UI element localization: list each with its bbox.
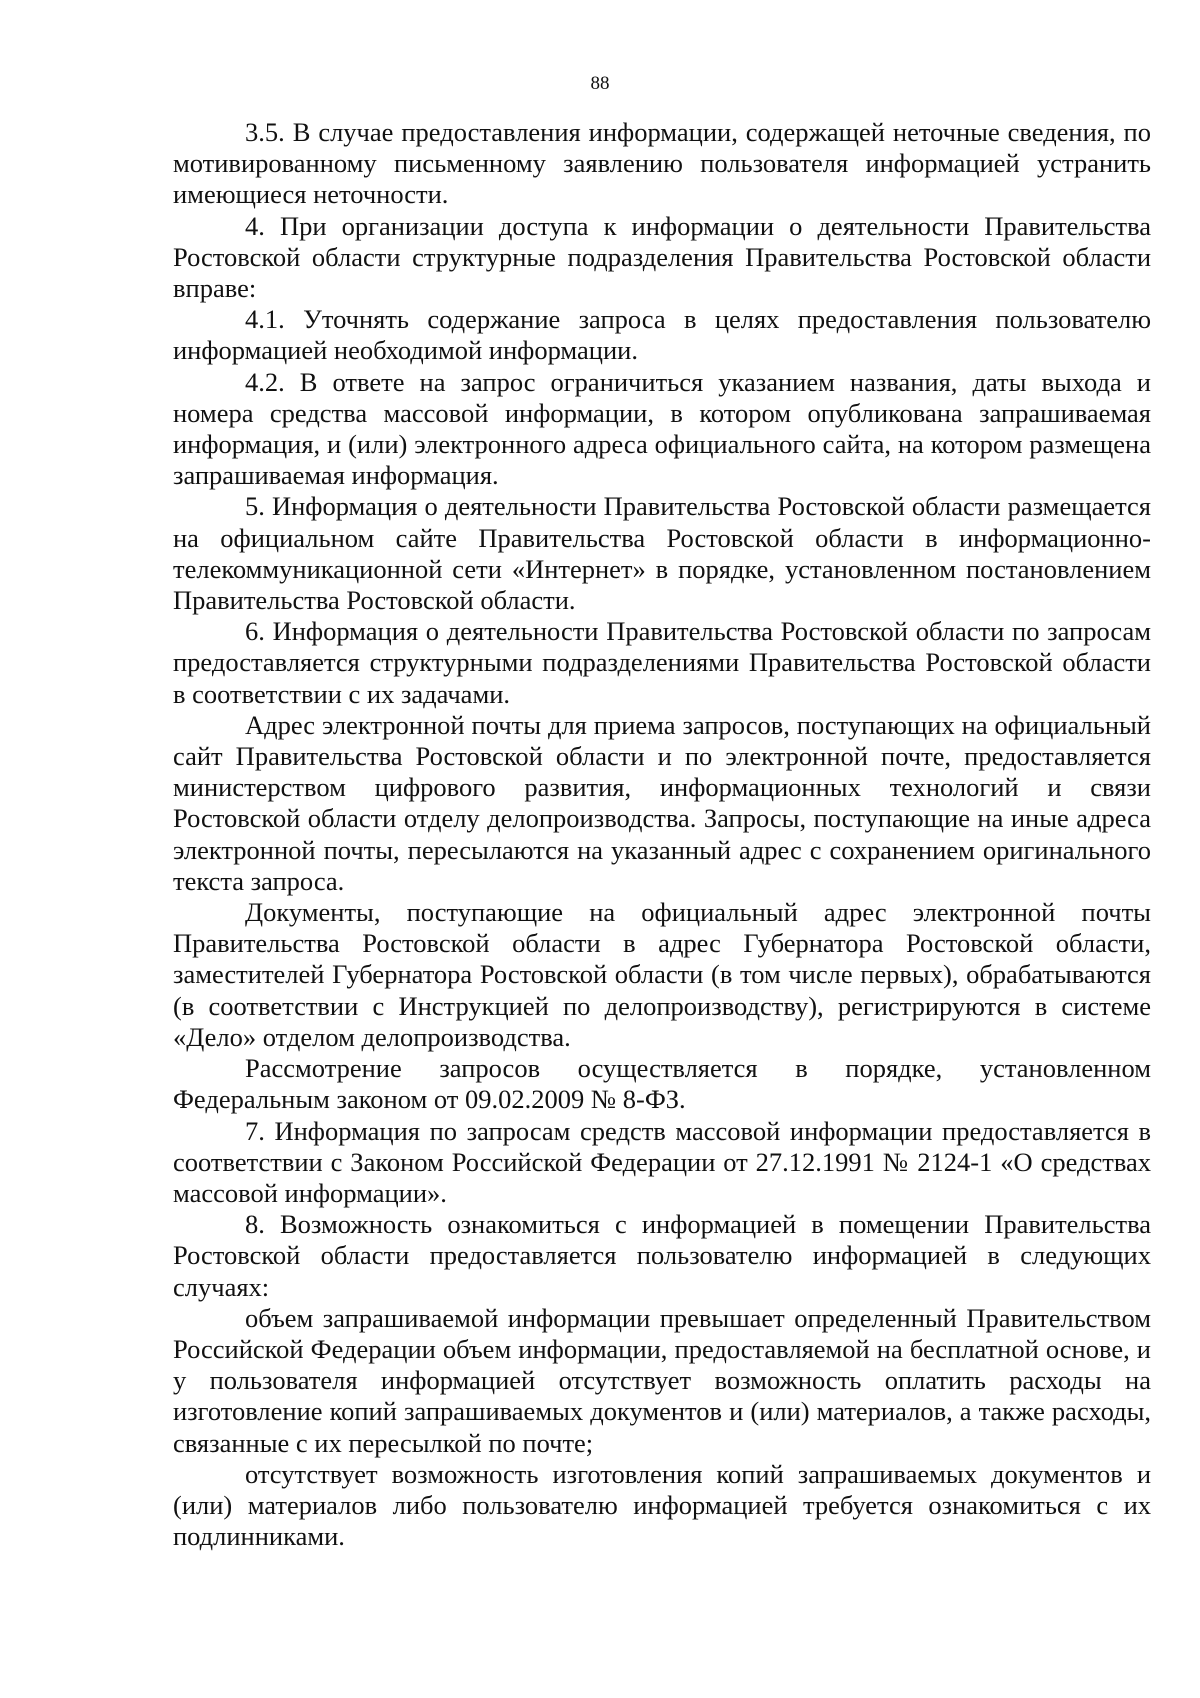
page-number: 88	[590, 73, 610, 94]
paragraph-case-originals: отсутствует возможность изготовления копий запрашиваемых документов и (или) материалов либо пользователю информацией требуется ознакомиться с их подлинниками.	[173, 1458, 1151, 1552]
paragraph-review: Рассмотрение запросов осуществляется в порядке, установленном Федеральным законом от 09.02.2009 № 8-ФЗ.	[173, 1053, 1151, 1115]
paragraph-5: 5. Информация о деятельности Правительства Ростовской области размещается на официальном сайте Правительства Ростовской области в информационно-телекоммуникационной сети «Интернет» в порядке, установленном постановлением Правительства Ростовской области.	[173, 491, 1151, 616]
paragraph-documents: Документы, поступающие на официальный адрес электронной почты Правительства Ростовской области в адрес Губернатора Ростовской области, заместителей Губернатора Ростовской области (в том числе первых), обрабатываются (в соответствии с Инструкцией по делопроизводству), регистрируются в системе «Дело» отделом делопроизводства.	[173, 897, 1151, 1052]
paragraph-case-volume: объем запрашиваемой информации превышает определенный Правительством Российской Федерации объем информации, предоставляемой на бесплатной основе, и у пользователя информацией отсутствует возможность оплатить расходы на изготовление копий запрашиваемых документов и (или) материалов, а также расходы, связанные с их пересылкой по почте;	[173, 1302, 1151, 1458]
paragraph-email-address: Адрес электронной почты для приема запросов, поступающих на официальный сайт Правительства Ростовской области и по электронной почте, предоставляется министерством цифрового развития, информационных технологий и связи Ростовской области отделу делопроизводства. Запросы, поступающие на иные адреса электронной почты, пересылаются на указанный адрес с сохранением оригинального текста запроса.	[173, 709, 1151, 896]
paragraph-7: 7. Информация по запросам средств массовой информации предоставляется в соответствии с Законом Российской Федерации от 27.12.1991 № 2124-1 «О средствах массовой информации».	[173, 1115, 1151, 1208]
paragraph-8: 8. Возможность ознакомиться с информацией в помещении Правительства Ростовской области предоставляется пользователю информацией в следующих случаях:	[173, 1209, 1151, 1302]
paragraph-4-1: 4.1. Уточнять содержание запроса в целях предоставления пользователю информацией необходимой информации.	[173, 304, 1151, 366]
paragraph-3-5: 3.5. В случае предоставления информации, содержащей неточные сведения, по мотивированному письменному заявлению пользователя информацией устранить имеющиеся неточности.	[173, 117, 1151, 210]
paragraph-4: 4. При организации доступа к информации о деятельности Правительства Ростовской области структурные подразделения Правительства Ростовской области вправе:	[173, 210, 1151, 304]
paragraph-4-2: 4.2. В ответе на запрос ограничиться указанием названия, даты выхода и номера средства массовой информации, в котором опубликована запрашиваемая информация, и (или) электронного адреса официального сайта, на котором размещена запрашиваемая информация.	[173, 366, 1151, 491]
document-body	[173, 117, 1151, 1552]
paragraph-6: 6. Информация о деятельности Правительства Ростовской области по запросам предоставляется структурными подразделениями Правительства Ростовской области в соответствии с их задачами.	[173, 616, 1151, 709]
